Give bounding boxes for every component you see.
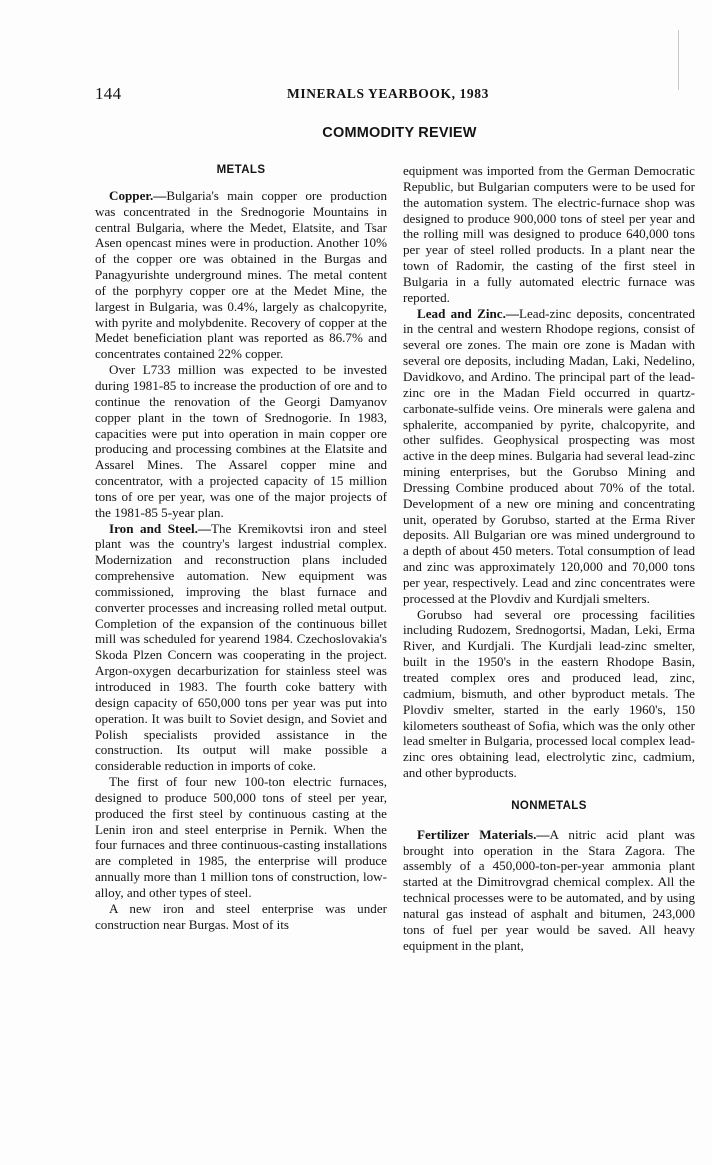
copper-run-head: Copper.— <box>109 187 167 203</box>
lead-zinc-p1-text: Lead-zinc deposits, concentrated in the central and western Rhodope regions, consist of several ore zones. The main ore zone is Madan with several ore deposits, including Madan, Laki, Nedelino, Davidkovo, and Ardino. The principal part of the lead-zinc ore in the Madan Field occurred in quartz-carbonate-sulfide veins. Ore minerals were galena and sphalerite, accompanied by pyrite, chalcopyrite, and other sulfides. Geophysical prospecting was most active in the deep mines. Bulgaria had several lead-zinc mining enterprises, but the Gorubso Mining and Dressing Combine produced about 70% of the total. Development of a new ore mining and concentrating unit, operated by Gorubso, started at the Erma River deposits. All Bulgarian ore was mined underground to a depth of about 450 meters. Total consumption of lead and zinc was approximately 120,000 and 70,000 tons per year, respectively. Lead and zinc concentrates were processed at the Plovdiv and Kurdjali smelters. <box>403 305 695 606</box>
lead-zinc-paragraph-1 <box>403 306 695 607</box>
fertilizer-p1-text: A nitric acid plant was brought into operation in the Stara Zagora. The assembly of a 450,000-ton-per-year ammonia plant started at the Dimitrovgrad chemical complex. All the technical processes were to be automated, and by using natural gas instead of asphalt and bitumen, 243,000 tons of fuel per year would be saved. All heavy equipment in the plant, <box>403 826 696 953</box>
metals-heading: METALS <box>216 164 266 176</box>
iron-steel-p1-text: The Kremikovtsi iron and steel plant was the country's largest industrial complex. Modernization and reconstruction plans included comprehensive automation. New equipment was commissioned, improving the blast furnace and converter processes and increasing rolled metal output. Completion of the expansion of the continuous billet mill was scheduled for yearend 1984. Czechoslovakia's Skoda Plzen Concern was cooperating in the project. Argon-oxygen decarburization for stainless steel was introduced in 1983. The fourth coke battery with design capacity of 650,000 tons per year was put into operation. It was built to Soviet design, and Soviet and Polish specialists provided assistance in the construction. Its output will make possible a considerable reduction in imports of coke. <box>95 520 387 774</box>
scan-artifact-line <box>678 30 679 90</box>
copper-p1-text: Bulgaria's main copper ore production was concentrated in the Srednogorie Mountains in central Bulgaria, where the Medet, Elatsite, and Tsar Asen opencast mines were in production. Another 10% of the copper ore was obtained in the Burgas and Panagyurishte underground mines. The metal content of the porphyry copper ore at the Medet Mine, the largest in Bulgaria, was 0.4%, largely as chalcopyrite, with pyrite and molybdenite. Recovery of copper at the Medet beneficiation plant was reported as 86.7% and concentrates contained 22% copper. <box>95 187 387 362</box>
left-column <box>95 163 387 933</box>
section-title: COMMODITY REVIEW <box>322 125 477 141</box>
copper-paragraph-2: Over L733 million was expected to be invested during 1981-85 to increase the production of ore and to continue the renovation of the Georgi Damyanov copper plant in the town of Srednogorie. In 1983, capacities were put into operation in main copper ore producing and processing combines at the Elatsite and Assarel Mines. The Assarel copper mine and concentrator, with a projected capacity of 15 million tons of ore per year, was one of the major projects of the 1981-85 5-year plan. <box>95 362 387 520</box>
nonmetals-heading: NONMETALS <box>511 799 587 812</box>
page-number: 144 <box>95 84 122 103</box>
publication-title: MINERALS YEARBOOK, 1983 <box>287 86 489 101</box>
lead-zinc-paragraph-2: Gorubso had several ore processing facilities including Rudozem, Srednogortsi, Madan, Leki, Erma River, and Kurdjali. The Kurdjali lead-zinc smelter, built in the 1950's in the eastern Rhodope Basin, treated complex ores and produced lead, zinc, cadmium, bismuth, and other byproduct metals. The Plovdiv smelter, started in the early 1960's, 150 kilometers southeast of Sofia, which was the only other lead smelter in Bulgaria, processed local complex lead-zinc ores obtaining lead, electrolytic zinc, cadmium, and other byproducts. <box>403 606 695 781</box>
running-header <box>95 84 675 106</box>
iron-steel-run-head: Iron and Steel.— <box>109 520 211 536</box>
fertilizer-run-head: Fertilizer Materials.— <box>417 826 550 842</box>
copper-paragraph-1 <box>95 188 387 362</box>
iron-steel-paragraph-3: A new iron and steel enterprise was under construction near Burgas. Most of its <box>95 900 387 932</box>
lead-zinc-run-head: Lead and Zinc.— <box>417 305 519 321</box>
iron-steel-paragraph-1 <box>95 521 387 775</box>
right-column <box>403 163 695 954</box>
iron-steel-paragraph-3-continued: equipment was imported from the German Democratic Republic, but Bulgarian computers were to be used for the automation system. The electric-furnace shop was designed to produce 900,000 tons of steel per year and the rolling mill was designed to produce 640,000 tons per year of steel rolled products. In a plant near the town of Radomir, the casting of the first steel in Bulgaria in a fully automated electric furnace was reported. <box>403 163 695 305</box>
iron-steel-paragraph-2: The first of four new 100-ton electric furnaces, designed to produce 500,000 tons of steel per year, produced the first steel by continuous casting at the Lenin iron and steel enterprise in Pernik. When the four furnaces and three continuous-casting installations are completed in 1985, the enterprise will produce annually more than 1 million tons of construction, low-alloy, and other types of steel. <box>95 774 387 900</box>
fertilizer-paragraph-1 <box>403 827 695 954</box>
